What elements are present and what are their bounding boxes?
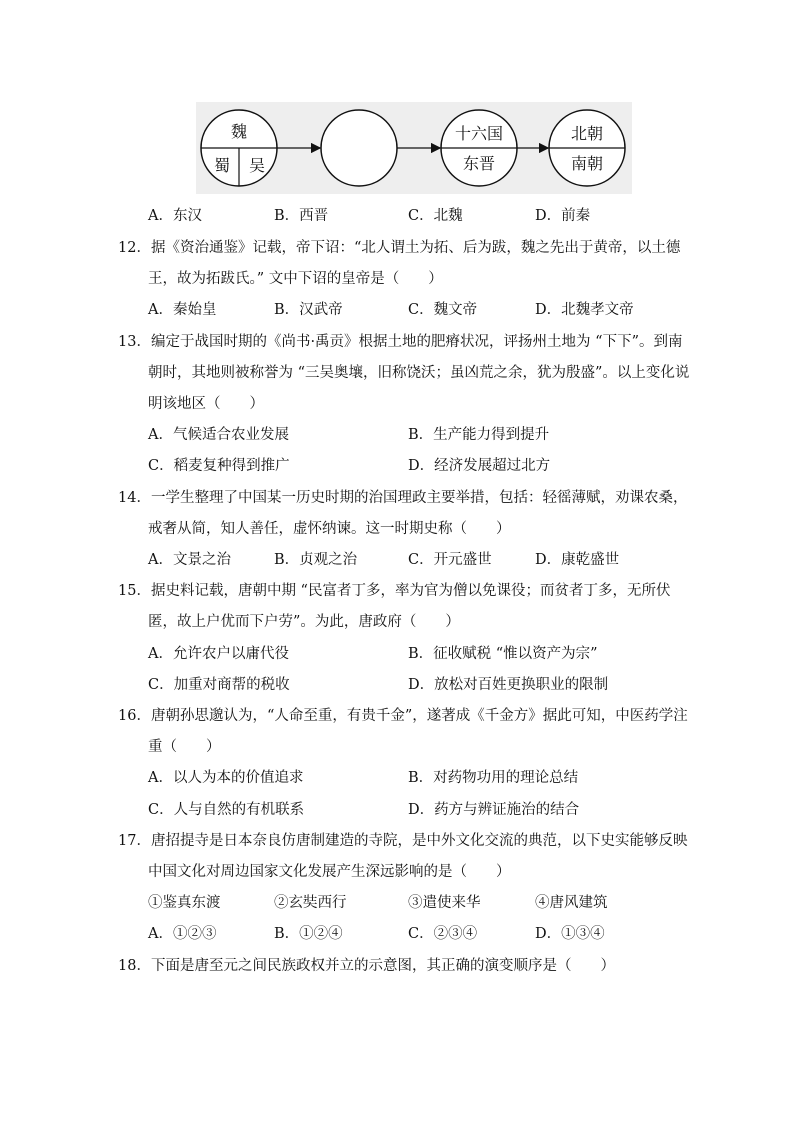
q17-item-1: ①鉴真东渡 <box>148 895 221 911</box>
circle-4-bottom-label: 南朝 <box>570 154 604 173</box>
q16-option-b[interactable]: B．对药物功用的理论总结 <box>408 770 579 786</box>
q15-stem-line-2: 匿，故上户优而下户劳”。为此，唐政府（ ） <box>148 614 460 630</box>
q12-option-b[interactable]: B．汉武帝 <box>274 302 343 318</box>
q17-item-2: ②玄奘西行 <box>274 895 347 911</box>
q12-option-a[interactable]: A．秦始皇 <box>148 302 217 318</box>
q12-option-c[interactable]: C．魏文帝 <box>408 302 478 318</box>
q14-stem-line-1: 14．一学生整理了中国某一历史时期的治国理政主要举措，包括：轻徭薄赋，劝课农桑， <box>118 490 688 506</box>
q12-stem-line-2: 王，故为拓跋氏。” 文中下诏的皇帝是（ ） <box>148 271 443 287</box>
q13-option-c[interactable]: C．稻麦复种得到推广 <box>148 458 290 474</box>
circle-3-top-label: 十六国 <box>454 124 504 143</box>
q13-option-d[interactable]: D．经济发展超过北方 <box>408 458 551 474</box>
q13-stem-line-3: 明该地区（ ） <box>148 396 264 412</box>
q16-stem-line-1: 16．唐朝孙思邈认为，“人命至重，有贵千金”，遂著成《千金方》据此可知，中医药学注 <box>118 708 688 724</box>
q15-option-b[interactable]: B．征收赋税 “惟以资产为宗” <box>408 646 598 662</box>
circle-3-bottom-label: 东晋 <box>462 154 496 173</box>
q13-option-a[interactable]: A．气候适合农业发展 <box>148 427 289 443</box>
q17-item-4: ④唐风建筑 <box>535 895 608 911</box>
q13-stem-line-2: 朝时，其地则被称誉为 “三吴奥壤，旧称饶沃；虽凶荒之余，犹为殷盛”。以上变化说 <box>148 365 690 381</box>
q16-option-c[interactable]: C．人与自然的有机联系 <box>148 802 305 818</box>
q12-option-d[interactable]: D．北魏孝文帝 <box>535 302 634 318</box>
q14-option-b[interactable]: B．贞观之治 <box>274 552 358 568</box>
q17-option-d[interactable]: D．①③④ <box>535 926 605 942</box>
q14-option-a[interactable]: A．文景之治 <box>148 552 231 568</box>
q11-option-c[interactable]: C．北魏 <box>408 208 463 224</box>
circle-1-right-label: 吴 <box>248 156 266 175</box>
circle-4-top-label: 北朝 <box>570 124 604 143</box>
q15-option-d[interactable]: D．放松对百姓更换职业的限制 <box>408 677 609 693</box>
q18-stem-line-1: 18．下面是唐至元之间民族政权并立的示意图，其正确的演变顺序是（ ） <box>118 958 615 974</box>
q15-option-a[interactable]: A．允许农户以庸代役 <box>148 646 289 662</box>
q17-option-b[interactable]: B．①②④ <box>274 926 343 942</box>
q14-option-c[interactable]: C．开元盛世 <box>408 552 492 568</box>
q14-option-d[interactable]: D．康乾盛世 <box>535 552 620 568</box>
q11-option-a[interactable]: A．东汉 <box>148 208 202 224</box>
q17-option-a[interactable]: A．①②③ <box>148 926 217 942</box>
circle-2-blank <box>321 110 397 186</box>
dynasty-sequence-diagram <box>196 102 632 194</box>
q15-stem-line-1: 15．据史料记载，唐朝中期 “民富者丁多，率为官为僧以免课役；而贫者丁多，无所伏 <box>118 583 671 599</box>
q12-stem-line-1: 12．据《资治通鉴》记载，帝下诏：“北人谓土为拓、后为跋，魏之先出于黄帝，以土德 <box>118 240 681 256</box>
q17-item-3: ③遣使来华 <box>408 895 481 911</box>
circle-1-top-label: 魏 <box>230 122 248 141</box>
q17-stem-line-2: 中国文化对周边国家文化发展产生深远影响的是（ ） <box>148 864 511 880</box>
q14-stem-line-2: 戒奢从简，知人善任，虚怀纳谏。这一时期史称（ ） <box>148 521 511 537</box>
q11-option-b[interactable]: B．西晋 <box>274 208 329 224</box>
q16-option-d[interactable]: D．药方与辨证施治的结合 <box>408 802 580 818</box>
q15-option-c[interactable]: C．加重对商帮的税收 <box>148 677 290 693</box>
q16-option-a[interactable]: A．以人为本的价值追求 <box>148 770 304 786</box>
q13-stem-line-1: 13．编定于战国时期的《尚书·禹贡》根据土地的肥瘠状况，评扬州土地为 “下下”。到南 <box>118 334 683 350</box>
circle-1-left-label: 蜀 <box>213 156 231 175</box>
q11-option-d[interactable]: D．前秦 <box>535 208 591 224</box>
dynasty-sequence-figure <box>196 102 632 194</box>
q17-option-c[interactable]: C．②③④ <box>408 926 478 942</box>
q17-stem-line-1: 17．唐招提寺是日本奈良仿唐制建造的寺院，是中外文化交流的典范，以下史实能够反映 <box>118 833 688 849</box>
q13-option-b[interactable]: B．生产能力得到提升 <box>408 427 550 443</box>
q16-stem-line-2: 重（ ） <box>148 739 221 755</box>
